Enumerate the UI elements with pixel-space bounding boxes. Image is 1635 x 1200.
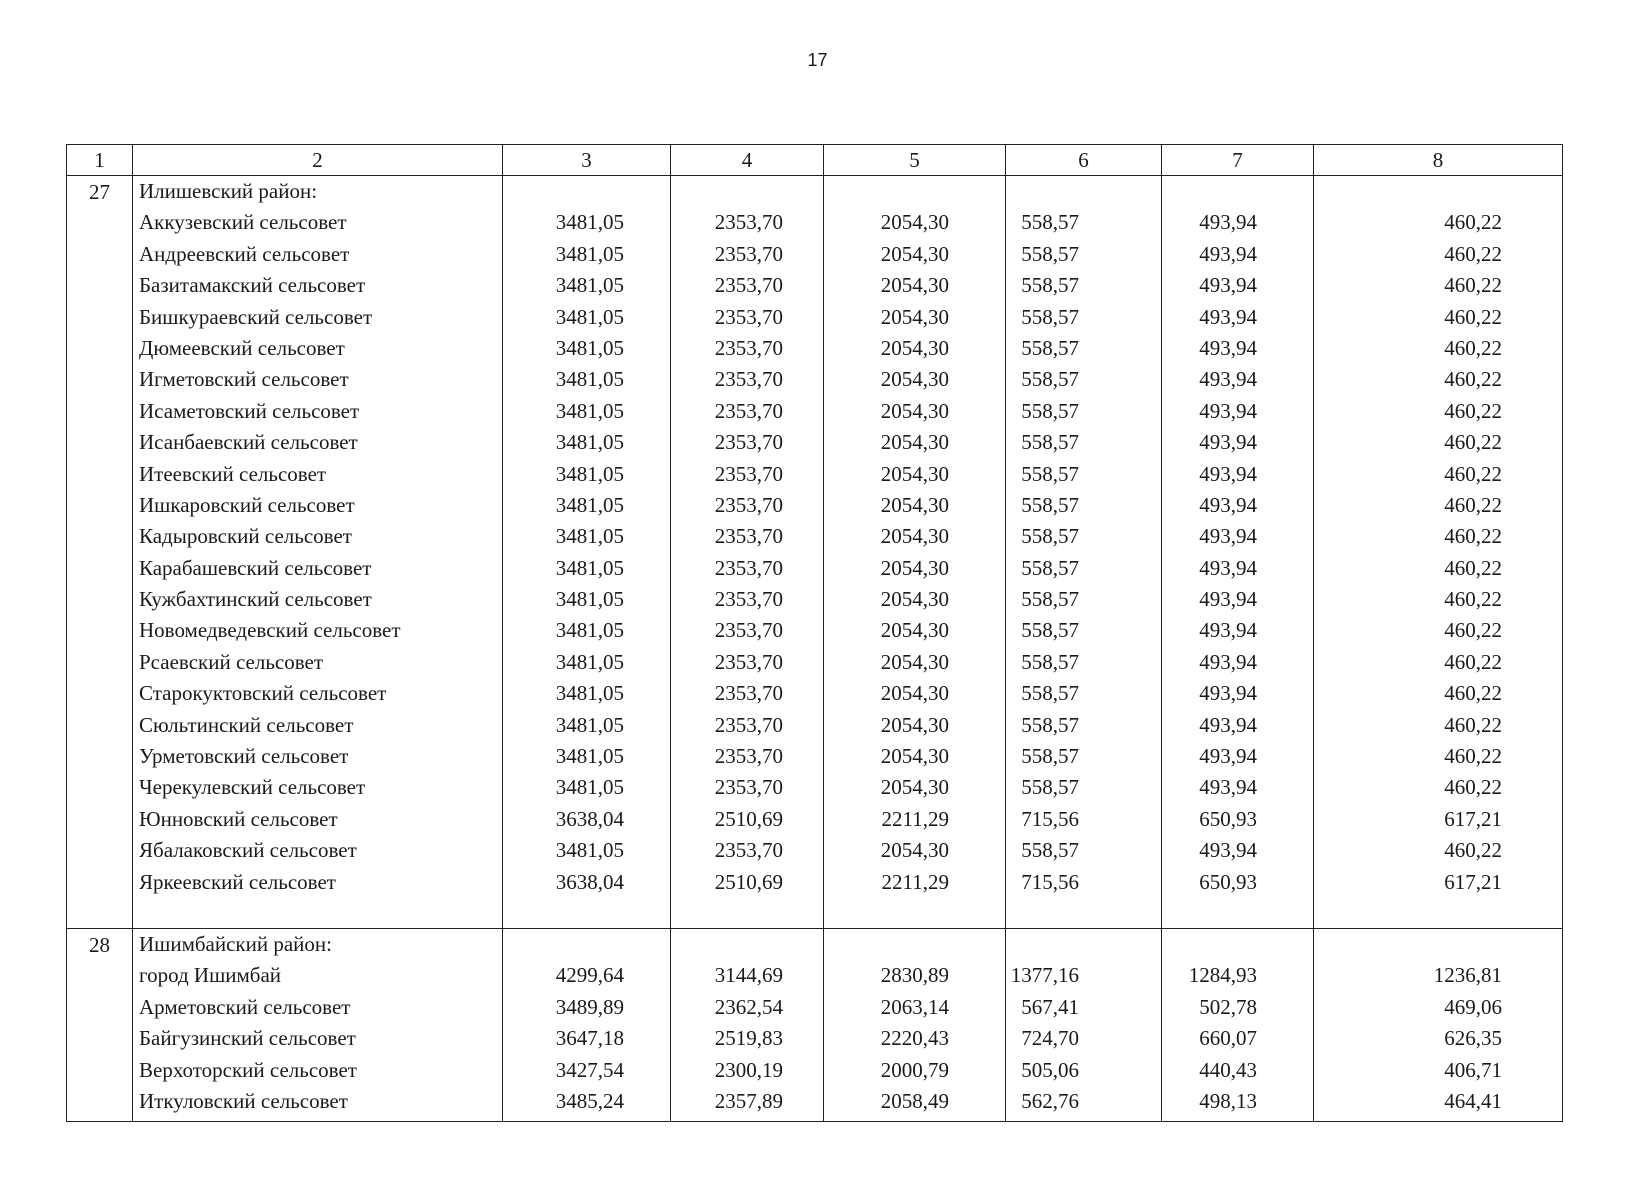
value-cell: 558,57 <box>1021 838 1079 863</box>
value-cell: 558,57 <box>1021 744 1079 769</box>
value-cell: 493,94 <box>1199 210 1257 235</box>
value-cell: 3489,89 <box>555 994 624 1019</box>
value-cell: 558,57 <box>1021 555 1079 580</box>
value-cell: 460,22 <box>1444 775 1502 800</box>
value-cell: 493,94 <box>1199 430 1257 455</box>
value-cell: 2353,70 <box>714 241 783 266</box>
settlement-name: Иткуловский сельсовет <box>139 1088 348 1113</box>
value-cell: 2353,70 <box>714 273 783 298</box>
value-cell: 2519,83 <box>714 1026 783 1051</box>
value-cell: 2054,30 <box>880 430 949 455</box>
value-cell: 3481,05 <box>555 335 624 360</box>
value-cell: 3481,05 <box>555 838 624 863</box>
value-cell: 3481,05 <box>555 744 624 769</box>
value-cell: 464,41 <box>1444 1088 1502 1113</box>
value-cell: 2054,30 <box>880 492 949 517</box>
value-cell: 460,22 <box>1444 587 1502 612</box>
value-cell: 562,76 <box>1021 1088 1079 1113</box>
value-cell: 3481,05 <box>555 367 624 392</box>
value-cell: 460,22 <box>1444 461 1502 486</box>
value-cell: 2054,30 <box>880 838 949 863</box>
value-cell: 2510,69 <box>714 806 783 831</box>
district-group <box>67 929 1563 1122</box>
value-column <box>1162 929 1314 1122</box>
value-cell: 650,93 <box>1199 806 1257 831</box>
settlement-name: Байгузинский сельсовет <box>139 1026 356 1051</box>
district-title: Ишимбайский район: <box>139 932 332 956</box>
value-cell: 558,57 <box>1021 712 1079 737</box>
value-cell: 2353,70 <box>714 838 783 863</box>
value-cell: 558,57 <box>1021 461 1079 486</box>
value-cell: 3427,54 <box>555 1057 624 1082</box>
value-cell: 2510,69 <box>714 869 783 894</box>
settlement-name: Аккузевский сельсовет <box>139 210 347 235</box>
value-cell: 2054,30 <box>880 681 949 706</box>
value-cell: 2220,43 <box>880 1026 949 1051</box>
value-cell: 3481,05 <box>555 775 624 800</box>
settlement-name: Итеевский сельсовет <box>139 461 327 486</box>
value-cell: 558,57 <box>1021 618 1079 643</box>
header-cell: 1 <box>67 145 133 176</box>
value-cell: 2054,30 <box>880 775 949 800</box>
settlement-name: Старокуктовский сельсовет <box>139 681 387 706</box>
value-cell: 3481,05 <box>555 304 624 329</box>
value-cell: 2054,30 <box>880 649 949 674</box>
spacer <box>1162 929 1313 960</box>
value-column <box>824 176 1006 929</box>
value-cell: 558,57 <box>1021 681 1079 706</box>
value-cell: 3481,05 <box>555 712 624 737</box>
settlement-name: Яркеевский сельсовет <box>139 869 336 894</box>
value-cell: 493,94 <box>1199 335 1257 360</box>
value-cell: 440,43 <box>1199 1057 1257 1082</box>
value-cell: 460,22 <box>1444 712 1502 737</box>
value-cell: 558,57 <box>1021 367 1079 392</box>
value-cell: 2054,30 <box>880 367 949 392</box>
value-cell: 2353,70 <box>714 367 783 392</box>
value-cell: 460,22 <box>1444 241 1502 266</box>
value-cell: 2353,70 <box>714 461 783 486</box>
value-cell: 567,41 <box>1021 994 1079 1019</box>
value-cell: 493,94 <box>1199 461 1257 486</box>
value-cell: 2353,70 <box>714 492 783 517</box>
value-cell: 2063,14 <box>880 994 949 1019</box>
settlement-name: Верхоторский сельсовет <box>139 1057 357 1082</box>
value-cell: 2300,19 <box>714 1057 783 1082</box>
value-cell: 617,21 <box>1444 869 1502 894</box>
header-cell: 5 <box>824 145 1006 176</box>
spacer <box>1006 929 1161 960</box>
value-cell: 3481,05 <box>555 618 624 643</box>
value-cell: 493,94 <box>1199 555 1257 580</box>
value-cell: 460,22 <box>1444 744 1502 769</box>
settlement-name: Исанбаевский сельсовет <box>139 430 358 455</box>
value-cell: 3144,69 <box>714 963 783 988</box>
settlement-name: Исаметовский сельсовет <box>139 398 360 423</box>
value-cell: 3481,05 <box>555 587 624 612</box>
value-cell: 505,06 <box>1021 1057 1079 1082</box>
value-cell: 2054,30 <box>880 461 949 486</box>
settlement-name: Юнновский сельсовет <box>139 806 338 831</box>
value-cell: 502,78 <box>1199 994 1257 1019</box>
value-cell: 3485,24 <box>555 1088 624 1113</box>
value-cell: 558,57 <box>1021 335 1079 360</box>
value-cell: 3638,04 <box>555 869 624 894</box>
value-cell: 493,94 <box>1199 398 1257 423</box>
value-cell: 493,94 <box>1199 712 1257 737</box>
value-column <box>1162 176 1314 929</box>
value-cell: 493,94 <box>1199 492 1257 517</box>
value-cell: 2353,70 <box>714 712 783 737</box>
header-cell: 6 <box>1006 145 1162 176</box>
spacer <box>671 929 823 960</box>
value-cell: 2054,30 <box>880 618 949 643</box>
value-cell: 3481,05 <box>555 555 624 580</box>
header-row <box>67 145 1563 176</box>
page-number: 17 <box>807 50 828 70</box>
value-cell: 3481,05 <box>555 273 624 298</box>
value-cell: 460,22 <box>1444 555 1502 580</box>
spacer <box>1006 176 1161 207</box>
group-number: 28 <box>67 929 133 1122</box>
value-column <box>824 929 1006 1122</box>
value-cell: 2054,30 <box>880 587 949 612</box>
value-cell: 2058,49 <box>880 1088 949 1113</box>
value-cell: 617,21 <box>1444 806 1502 831</box>
value-cell: 3647,18 <box>555 1026 624 1051</box>
group-number: 27 <box>67 176 133 929</box>
value-cell: 724,70 <box>1021 1026 1079 1051</box>
value-cell: 2353,70 <box>714 555 783 580</box>
settlement-name: Кадыровский сельсовет <box>139 524 352 549</box>
value-cell: 406,71 <box>1444 1057 1502 1082</box>
settlement-name: Новомедведевский сельсовет <box>139 618 401 643</box>
value-cell: 2353,70 <box>714 430 783 455</box>
value-cell: 3481,05 <box>555 398 624 423</box>
value-cell: 558,57 <box>1021 649 1079 674</box>
value-cell: 2054,30 <box>880 398 949 423</box>
value-cell: 715,56 <box>1021 869 1079 894</box>
header-cell: 7 <box>1162 145 1314 176</box>
value-cell: 2054,30 <box>880 335 949 360</box>
tariff-table <box>66 144 1563 1122</box>
district-group <box>67 176 1563 929</box>
value-cell: 558,57 <box>1021 398 1079 423</box>
value-column <box>1006 176 1162 929</box>
value-cell: 2353,70 <box>714 335 783 360</box>
value-cell: 460,22 <box>1444 524 1502 549</box>
spacer <box>824 929 1005 960</box>
value-cell: 460,22 <box>1444 398 1502 423</box>
value-cell: 3481,05 <box>555 210 624 235</box>
value-cell: 1236,81 <box>1433 963 1502 988</box>
value-cell: 2000,79 <box>880 1057 949 1082</box>
value-cell: 460,22 <box>1444 304 1502 329</box>
value-cell: 493,94 <box>1199 241 1257 266</box>
value-cell: 460,22 <box>1444 430 1502 455</box>
value-cell: 650,93 <box>1199 869 1257 894</box>
settlement-name: Черекулевский сельсовет <box>139 775 366 800</box>
value-cell: 2353,70 <box>714 744 783 769</box>
value-cell: 3481,05 <box>555 430 624 455</box>
value-cell: 558,57 <box>1021 430 1079 455</box>
value-cell: 715,56 <box>1021 806 1079 831</box>
value-cell: 493,94 <box>1199 838 1257 863</box>
value-cell: 493,94 <box>1199 618 1257 643</box>
value-cell: 2054,30 <box>880 273 949 298</box>
value-cell: 493,94 <box>1199 273 1257 298</box>
value-cell: 3638,04 <box>555 806 624 831</box>
value-cell: 558,57 <box>1021 210 1079 235</box>
spacer <box>1162 176 1313 207</box>
value-cell: 460,22 <box>1444 649 1502 674</box>
value-cell: 493,94 <box>1199 744 1257 769</box>
value-cell: 2054,30 <box>880 524 949 549</box>
value-cell: 460,22 <box>1444 681 1502 706</box>
settlement-name: город Ишимбай <box>139 963 282 988</box>
settlement-name: Ишкаровский сельсовет <box>139 492 355 517</box>
settlement-name: Дюмеевский сельсовет <box>139 335 345 360</box>
name-column <box>133 176 503 929</box>
value-cell: 2353,70 <box>714 618 783 643</box>
settlement-name: Карабашевский сельсовет <box>139 555 372 580</box>
value-cell: 558,57 <box>1021 524 1079 549</box>
value-cell: 4299,64 <box>555 963 624 988</box>
spacer <box>503 929 670 960</box>
value-cell: 460,22 <box>1444 210 1502 235</box>
settlement-name: Андреевский сельсовет <box>139 241 350 266</box>
value-cell: 460,22 <box>1444 335 1502 360</box>
value-column <box>1006 929 1162 1122</box>
value-cell: 3481,05 <box>555 524 624 549</box>
value-column <box>1314 176 1563 929</box>
value-cell: 493,94 <box>1199 524 1257 549</box>
value-cell: 498,13 <box>1199 1088 1257 1113</box>
value-cell: 2362,54 <box>714 994 783 1019</box>
value-cell: 3481,05 <box>555 461 624 486</box>
value-cell: 2353,70 <box>714 649 783 674</box>
value-cell: 2357,89 <box>714 1088 783 1113</box>
header-cell: 3 <box>503 145 671 176</box>
value-cell: 2353,70 <box>714 304 783 329</box>
value-cell: 1284,93 <box>1188 963 1257 988</box>
value-cell: 3481,05 <box>555 492 624 517</box>
settlement-name: Арметовский сельсовет <box>139 994 351 1019</box>
settlement-name: Ябалаковский сельсовет <box>139 838 357 863</box>
value-cell: 469,06 <box>1444 994 1502 1019</box>
value-cell: 493,94 <box>1199 587 1257 612</box>
value-cell: 3481,05 <box>555 241 624 266</box>
value-cell: 558,57 <box>1021 273 1079 298</box>
value-cell: 2353,70 <box>714 775 783 800</box>
settlement-name: Бишкураевский сельсовет <box>139 304 373 329</box>
value-cell: 493,94 <box>1199 681 1257 706</box>
value-cell: 2353,70 <box>714 587 783 612</box>
district-title: Илишевский район: <box>139 179 318 203</box>
value-cell: 2054,30 <box>880 210 949 235</box>
spacer <box>503 176 670 207</box>
spacer <box>1314 929 1562 960</box>
value-cell: 558,57 <box>1021 304 1079 329</box>
value-cell: 493,94 <box>1199 775 1257 800</box>
settlement-name: Урметовский сельсовет <box>139 744 349 769</box>
header-cell: 2 <box>133 145 503 176</box>
value-cell: 2054,30 <box>880 304 949 329</box>
settlement-name: Игметовский сельсовет <box>139 367 349 392</box>
value-cell: 2054,30 <box>880 744 949 769</box>
value-cell: 493,94 <box>1199 649 1257 674</box>
value-column <box>671 929 824 1122</box>
value-cell: 3481,05 <box>555 681 624 706</box>
value-cell: 1377,16 <box>1010 963 1079 988</box>
value-cell: 2830,89 <box>880 963 949 988</box>
name-column <box>133 929 503 1122</box>
spacer <box>671 176 823 207</box>
value-cell: 493,94 <box>1199 367 1257 392</box>
value-cell: 460,22 <box>1444 367 1502 392</box>
value-cell: 2353,70 <box>714 210 783 235</box>
spacer <box>1314 176 1562 207</box>
settlement-name: Кужбахтинский сельсовет <box>139 587 372 612</box>
value-cell: 626,35 <box>1444 1026 1502 1051</box>
value-cell: 460,22 <box>1444 618 1502 643</box>
value-cell: 2353,70 <box>714 681 783 706</box>
value-cell: 2353,70 <box>714 524 783 549</box>
value-cell: 2211,29 <box>881 806 949 831</box>
settlement-name: Сюльтинский сельсовет <box>139 712 354 737</box>
value-cell: 558,57 <box>1021 492 1079 517</box>
value-cell: 2054,30 <box>880 555 949 580</box>
spacer <box>824 176 1005 207</box>
settlement-name: Рсаевский сельсовет <box>139 649 324 674</box>
value-cell: 558,57 <box>1021 587 1079 612</box>
settlement-name: Базитамакский сельсовет <box>139 273 366 298</box>
value-column <box>503 176 671 929</box>
value-cell: 660,07 <box>1199 1026 1257 1051</box>
value-cell: 460,22 <box>1444 273 1502 298</box>
value-cell: 460,22 <box>1444 838 1502 863</box>
header-cell: 4 <box>671 145 824 176</box>
value-cell: 558,57 <box>1021 241 1079 266</box>
value-cell: 2353,70 <box>714 398 783 423</box>
value-cell: 2054,30 <box>880 712 949 737</box>
value-column <box>503 929 671 1122</box>
value-cell: 3481,05 <box>555 649 624 674</box>
value-cell: 2211,29 <box>881 869 949 894</box>
header-cell: 8 <box>1314 145 1563 176</box>
value-cell: 493,94 <box>1199 304 1257 329</box>
value-column <box>1314 929 1563 1122</box>
value-cell: 2054,30 <box>880 241 949 266</box>
value-cell: 558,57 <box>1021 775 1079 800</box>
value-cell: 460,22 <box>1444 492 1502 517</box>
value-column <box>671 176 824 929</box>
